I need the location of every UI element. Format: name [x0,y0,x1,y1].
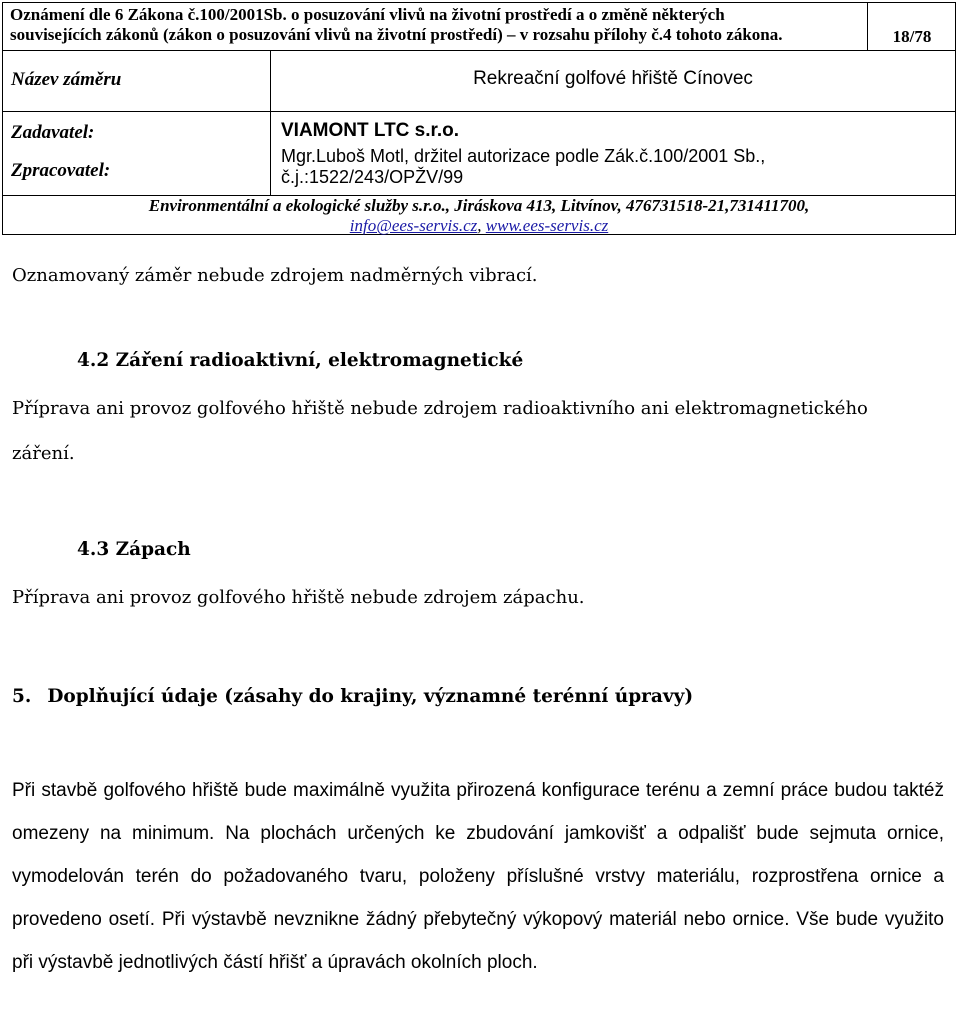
header-title-row [3,3,955,51]
processor-info [281,146,841,188]
client-name: VIAMONT LTC s.r.o. [281,120,460,141]
header-footer [3,196,955,236]
section-4-2-text-line-2: záření. [12,443,75,464]
company-address: Environmentální a ekologické služby s.r.o., Jiráskova 413, Litvínov, 476731518-21,731411700, [148,196,810,215]
page-number: 18/78 [892,27,932,46]
page-number-cell [867,3,956,50]
project-name: Rekreační golfové hřiště Cínovec [473,68,753,89]
section-4-3-heading: 4.3 Zápach [77,539,191,560]
section-4-3-text: Příprava ani provoz golfového hřiště nebude zdrojem zápachu. [12,587,585,608]
processor-line-2: č.j.:1522/243/OPŽV/99 [281,167,464,187]
section-5-title: Doplňující údaje (zásahy do krajiny, významné terénní úpravy) [47,686,694,707]
processor-label: Zpracovatel: [11,160,111,181]
document-title-line-1: Oznámení dle 6 Zákona č.100/2001Sb. o posuzování vlivů na životní prostředí a o změně některých [10,5,725,24]
website-link[interactable]: www.ees-servis.cz [485,216,609,235]
project-row [3,51,955,112]
contact-links [3,216,955,236]
vibrations-paragraph: Oznamovaný záměr nebude zdrojem nadměrných vibrací. [12,265,538,286]
document-title-line-2: souvisejících zákonů (zákon o posuzování vlivů na životní prostředí) – v rozsahu přílohy č.4 tohoto zákona. [10,25,783,44]
header-column-divider [270,51,271,195]
section-5-paragraph: Při stavbě golfového hřiště bude maximálně využita přirozená konfigurace terénu a zemní práce budou taktéž omezeny na minimum. Na plochách určených ke zbudování jamkovišť a odpališť bude sejmuta ornice, vymodelován terén do požadovaného tvaru, položeny příslušné vrstvy materiálu, rozprostřena ornice a provedeno osetí. Při výstavbě nevznikne žádný přebytečný výkopový materiál nebo ornice. Vše bude využito při výstavbě jednotlivých částí hřišť a úpravách okolních ploch. [12,780,944,973]
project-label: Název záměru [11,69,122,90]
document-header [2,2,956,235]
client-label: Zadavatel: [11,122,95,143]
section-4-2-text-line-1: Příprava ani provoz golfového hřiště nebude zdrojem radioaktivního ani elektromagnetického [12,398,868,419]
document-title [10,5,860,45]
client-processor-row [3,112,955,196]
processor-line-1: Mgr.Luboš Motl, držitel autorizace podle Zák.č.100/2001 Sb., [281,146,766,166]
section-4-2-heading: 4.2 Záření radioaktivní, elektromagnetické [77,350,524,371]
link-separator: , [477,216,482,235]
email-link[interactable]: info@ees-servis.cz [349,216,478,235]
section-5-heading [12,686,693,708]
section-5-number: 5. [12,686,32,707]
